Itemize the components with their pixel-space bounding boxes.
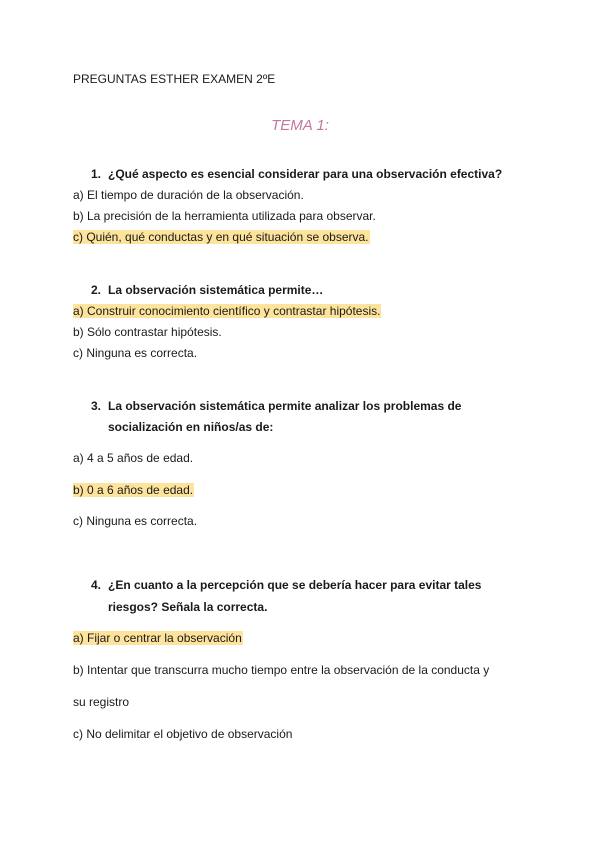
question-2 [91,282,323,298]
question-text-line-1: ¿En cuanto a la percepción que se debería hacer para evitar tales [108,578,482,592]
question-text: La observación sistemática permite… [108,283,324,297]
section-heading: TEMA 1: [271,117,329,134]
option-1c-correct: c) Quién, qué conductas y en qué situación se observa. [73,230,369,244]
option-3a: a) 4 a 5 años de edad. [73,451,194,465]
question-number: 2. [91,283,102,297]
question-text-line-1: La observación sistemática permite analizar los problemas de [108,399,462,413]
option-2c: c) Ninguna es correcta. [73,346,198,360]
option-2b: b) Sólo contrastar hipótesis. [73,325,222,339]
question-1 [91,166,502,182]
option-1b: b) La precisión de la herramienta utilizada para observar. [73,209,376,223]
question-3 [91,398,461,414]
option-4c: c) No delimitar el objetivo de observación [73,727,293,741]
question-number: 4. [91,578,102,592]
option-1a: a) El tiempo de duración de la observación. [73,188,304,202]
question-text-line-2: riesgos? Señala la correcta. [108,600,268,614]
document-title: PREGUNTAS ESTHER EXAMEN 2ºE [73,72,276,86]
question-text-line-2: socialización en niños/as de: [108,420,274,434]
question-number: 1. [91,167,102,181]
option-3c: c) Ninguna es correcta. [73,514,198,528]
option-3b-correct: b) 0 a 6 años de edad. [73,483,194,497]
option-4b: b) Intentar que transcurra mucho tiempo entre la observación de la conducta y [73,663,490,677]
option-4b-continued: su registro [73,695,130,709]
question-4 [91,577,481,593]
question-number: 3. [91,399,102,413]
option-2a-correct: a) Construir conocimiento científico y contrastar hipótesis. [73,304,381,318]
question-text: ¿Qué aspecto es esencial considerar para una observación efectiva? [108,167,503,181]
option-4a-correct: a) Fijar o centrar la observación [73,631,242,645]
